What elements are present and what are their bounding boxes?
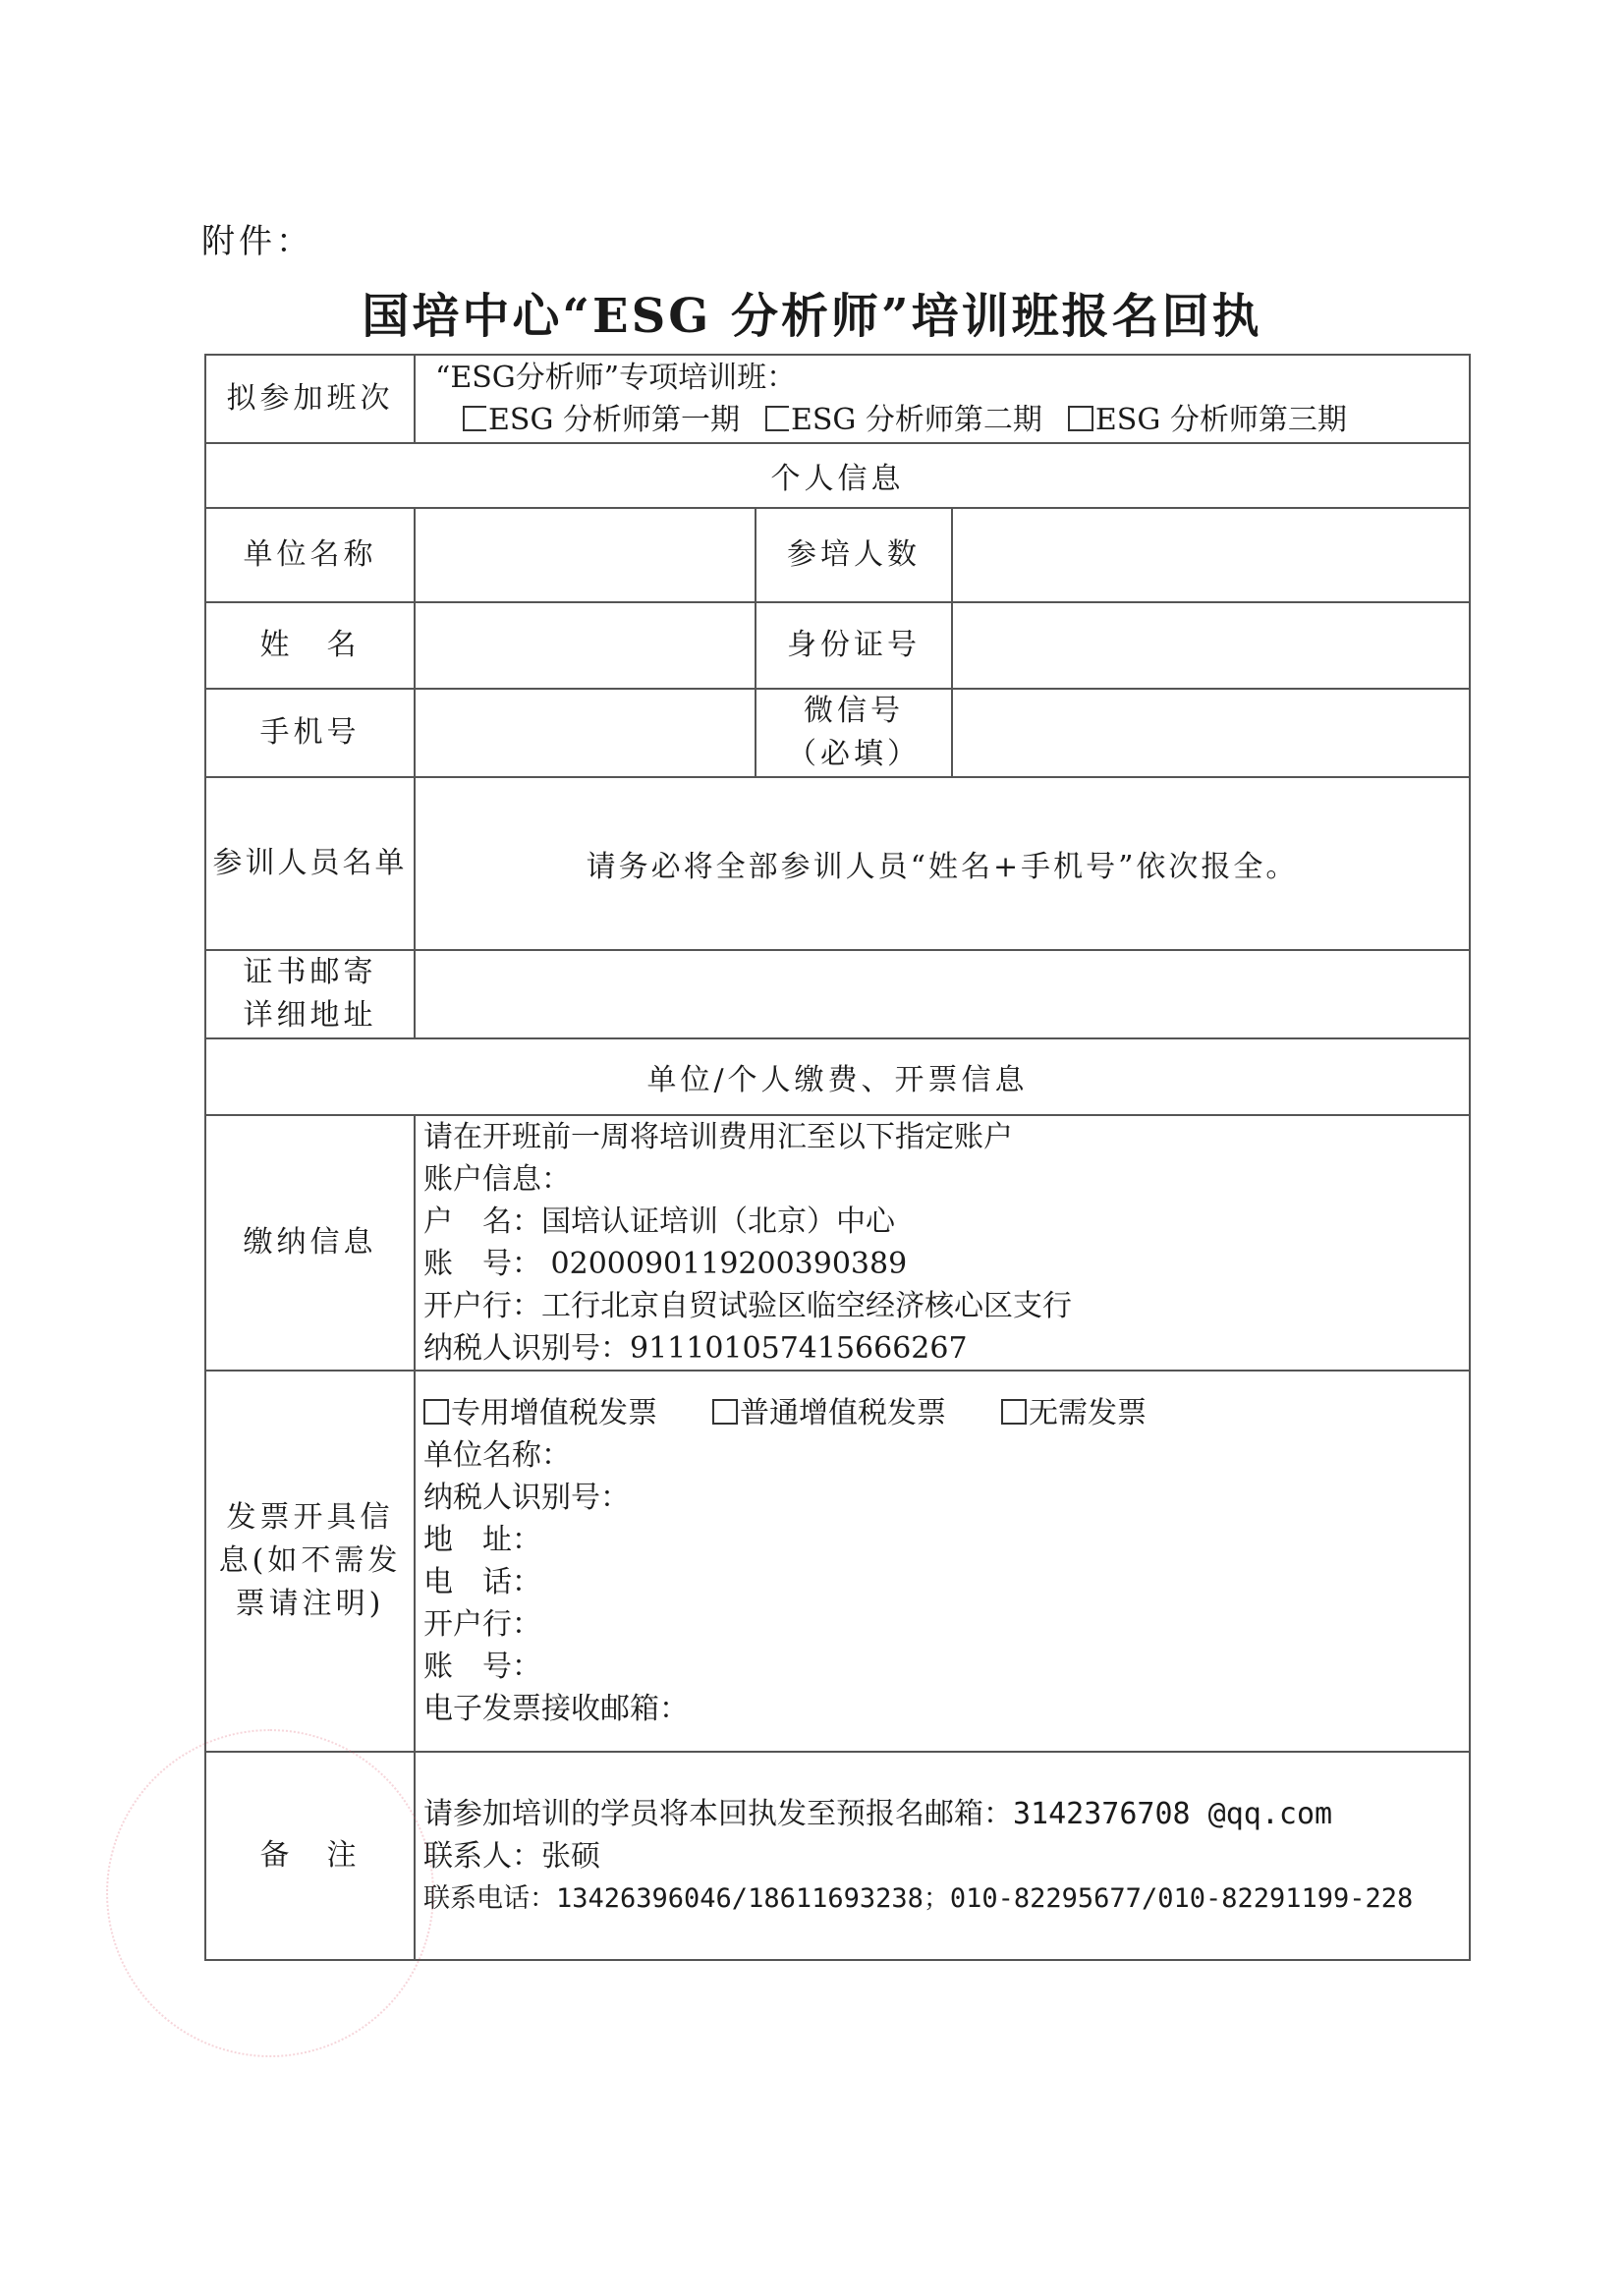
phone-label: 手机号	[205, 689, 415, 777]
invoice-option-general-vat[interactable]: 普通增值税发票	[712, 1396, 946, 1430]
wechat-label-cell	[756, 689, 952, 777]
payment-invoice-heading: 单位/个人缴费、开票信息	[205, 1038, 1470, 1115]
phone-field[interactable]	[415, 689, 756, 777]
remarks-contact-person: 联系人：张硕	[423, 1838, 600, 1874]
invoice-row	[205, 1371, 1470, 1752]
checkbox-icon[interactable]	[1001, 1399, 1027, 1425]
id-number-label: 身份证号	[756, 602, 952, 689]
invoice-taxpayer-id-field[interactable]: 纳税人识别号：	[423, 1481, 630, 1515]
invoice-label-line-2: 息(如不需发	[218, 1543, 402, 1578]
program-name: “ESG分析师”专项培训班：	[435, 361, 797, 395]
wechat-required-note: （必填）	[787, 737, 921, 771]
wechat-field[interactable]	[952, 689, 1470, 777]
checkbox-icon[interactable]	[423, 1399, 449, 1425]
checkbox-icon[interactable]	[765, 406, 789, 431]
name-label: 姓 名	[205, 602, 415, 689]
invoice-phone-field[interactable]: 电 话：	[423, 1565, 541, 1599]
invoice-label-line-1: 发票开具信	[226, 1500, 394, 1535]
payment-header-row	[205, 1038, 1470, 1115]
class-option-3[interactable]: ESG 分析师第三期	[1068, 403, 1347, 437]
id-number-field[interactable]	[952, 602, 1470, 689]
name-row	[205, 602, 1470, 689]
roster-field[interactable]	[415, 777, 1470, 950]
name-field[interactable]	[415, 602, 756, 689]
class-option-1[interactable]: ESG 分析师第一期	[463, 403, 740, 437]
invoice-details	[415, 1371, 1470, 1752]
invoice-account-field[interactable]: 账 号：	[423, 1650, 541, 1684]
taxpayer-id: 纳税人识别号：911101057415666267	[423, 1331, 968, 1366]
participant-count-label: 参培人数	[756, 508, 952, 602]
form-title: 国培中心“ESG 分析师”培训班报名回执	[362, 289, 1262, 344]
account-name: 户 名：国培认证培训（北京）中心	[423, 1204, 895, 1239]
payment-instruction: 请在开班前一周将培训费用汇至以下指定账户	[423, 1120, 1013, 1154]
unit-row	[205, 508, 1470, 602]
invoice-email-field[interactable]: 电子发票接收邮箱：	[423, 1692, 689, 1726]
payment-row	[205, 1115, 1470, 1371]
invoice-address-field[interactable]: 地 址：	[423, 1523, 541, 1557]
roster-note: 请务必将全部参训人员“姓名+手机号”依次报全。	[586, 850, 1299, 884]
class-selection-cell	[415, 355, 1470, 443]
invoice-option-none[interactable]: 无需发票	[1001, 1396, 1147, 1430]
class-selection-label: 拟参加班次	[205, 355, 415, 443]
roster-row	[205, 777, 1470, 950]
remarks-email-instruction: 请参加培训的学员将本回执发至预报名邮箱：3142376708 @qq.com	[423, 1796, 1333, 1831]
invoice-options	[423, 1392, 1469, 1434]
address-label-line-2: 详细地址	[243, 998, 377, 1033]
invoice-bank-field[interactable]: 开户行：	[423, 1607, 541, 1642]
invoice-option-special-vat[interactable]: 专用增值税发票	[423, 1396, 657, 1430]
unit-name-label: 单位名称	[205, 508, 415, 602]
remarks-row	[205, 1752, 1470, 1960]
remarks-contact-phone: 联系电话：13426396046/18611693238；010-82295677/010-82291199-228	[423, 1882, 1414, 1914]
checkbox-icon[interactable]	[1068, 406, 1093, 431]
class-selection-row	[205, 355, 1470, 443]
address-field[interactable]	[415, 950, 1470, 1038]
phone-row	[205, 689, 1470, 777]
wechat-label: 微信号	[804, 694, 904, 728]
class-options	[423, 399, 1469, 441]
payment-details	[415, 1115, 1470, 1371]
attachment-label: 附件：	[201, 222, 313, 261]
invoice-label-cell	[205, 1371, 415, 1752]
checkbox-icon[interactable]	[463, 406, 486, 431]
roster-label: 参训人员名单	[205, 777, 415, 950]
bank-name: 开户行：工行北京自贸试验区临空经济核心区支行	[423, 1289, 1072, 1323]
account-number: 账 号： 0200090119200390389	[423, 1247, 908, 1281]
checkbox-icon[interactable]	[712, 1399, 738, 1425]
personal-info-header-row	[205, 443, 1470, 508]
remarks-label: 备 注	[205, 1752, 415, 1960]
invoice-label-line-3: 票请注明)	[235, 1587, 385, 1621]
registration-form	[204, 354, 1471, 1961]
class-option-2[interactable]: ESG 分析师第二期	[765, 403, 1042, 437]
unit-name-field[interactable]	[415, 508, 756, 602]
payment-label: 缴纳信息	[205, 1115, 415, 1371]
invoice-unit-name-field[interactable]: 单位名称：	[423, 1438, 571, 1473]
address-label-line-1: 证书邮寄	[243, 955, 377, 989]
participant-count-field[interactable]	[952, 508, 1470, 602]
address-row	[205, 950, 1470, 1038]
address-label-cell	[205, 950, 415, 1038]
personal-info-heading: 个人信息	[205, 443, 1470, 508]
remarks-details	[415, 1752, 1470, 1960]
account-info-heading: 账户信息：	[423, 1162, 571, 1197]
